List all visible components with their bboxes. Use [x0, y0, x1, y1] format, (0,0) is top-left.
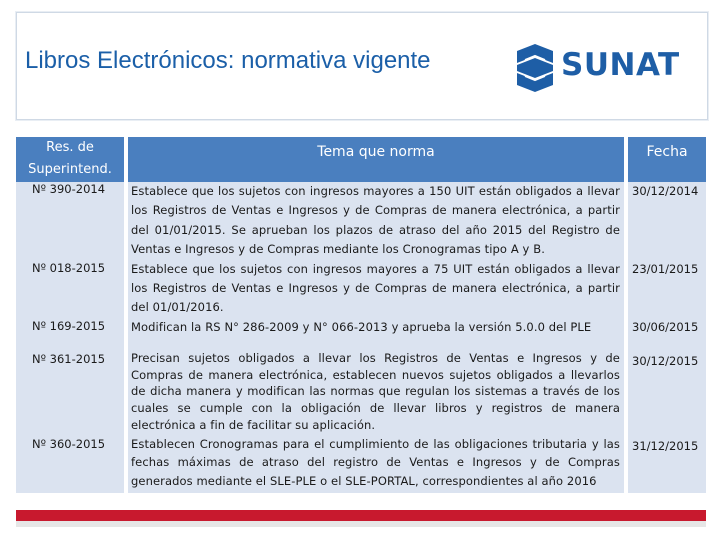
- tema-text: Establecen Cronogramas para el cumplimiento de las obligaciones tributaria y las fechas máximas de atraso del registro de Ventas e Ingresos y de Compras generados mediante el SLE-PLE o el SLE-PORTAL, correspondientes al año 2016: [131, 437, 620, 488]
- table-row-tema: [128, 182, 624, 350]
- res-value: Nº 018-2015: [32, 261, 106, 275]
- res-value: Nº 360-2015: [32, 437, 106, 451]
- column-header-res: [16, 137, 124, 182]
- fecha-value: 31/12/2015: [632, 439, 699, 453]
- page-title: Libros Electrónicos: normativa vigente: [25, 47, 431, 74]
- sunat-emblem-icon: [513, 43, 557, 93]
- tema-text: Establece que los sujetos con ingresos mayores a 75 UIT están obligados a llevar los Registros de Ventas e Ingresos y de Compras de manera electrónica, a partir del 01/01/2016.: [131, 261, 620, 315]
- column-header-fecha: Fecha: [628, 137, 706, 182]
- table-row-fecha: [628, 350, 706, 493]
- slide-header: [16, 12, 708, 120]
- column-header-res-line1: Res. de: [46, 140, 94, 155]
- tema-text: Modifican la RS N° 286-2009 y N° 066-2013 y aprueba la versión 5.0.0 del PLE: [131, 319, 592, 334]
- footer-strip: [16, 521, 706, 527]
- table-row-res: [16, 350, 124, 493]
- tema-text: Precisan sujetos obligados a llevar los Registros de Ventas e Ingresos y de Compras de manera electrónica, establecen nuevos sujetos obligados a llevarlos de dicha manera y modifican las normas que regulan los sistemas a través de los cuales se cumple con la obligación de llevar libros y registros de manera electrónica a fin de facilitar su aplicación.: [131, 351, 620, 432]
- res-value: Nº 361-2015: [32, 352, 106, 366]
- sunat-logo-text: SUNAT: [561, 47, 680, 83]
- tema-text: Establece que los sujetos con ingresos mayores a 150 UIT están obligados a llevar los Registros de Ventas e Ingresos y de Compras de manera electrónica, a partir del 01/01/2015. Se aprueban los plazos de atraso del año 2015 del Registro de Ventas e Ingresos y de Compras mediante los Cronogramas tipo A y B.: [131, 184, 620, 257]
- table-row-fecha: [628, 182, 706, 350]
- table-row-tema: [128, 350, 624, 435]
- column-header-res-line2: Superintend.: [28, 162, 112, 177]
- res-value: Nº 169-2015: [32, 319, 106, 333]
- fecha-value: 23/01/2015: [632, 262, 699, 276]
- fecha-value: 30/12/2015: [632, 354, 699, 368]
- table-row-tema: [128, 435, 624, 493]
- column-header-tema: Tema que norma: [128, 137, 624, 182]
- fecha-value: 30/06/2015: [632, 320, 699, 334]
- fecha-value: 30/12/2014: [632, 184, 699, 198]
- res-value: Nº 390-2014: [32, 182, 106, 196]
- table-row-res: [16, 182, 124, 350]
- footer-band: [16, 510, 706, 521]
- sunat-logo: [513, 41, 687, 97]
